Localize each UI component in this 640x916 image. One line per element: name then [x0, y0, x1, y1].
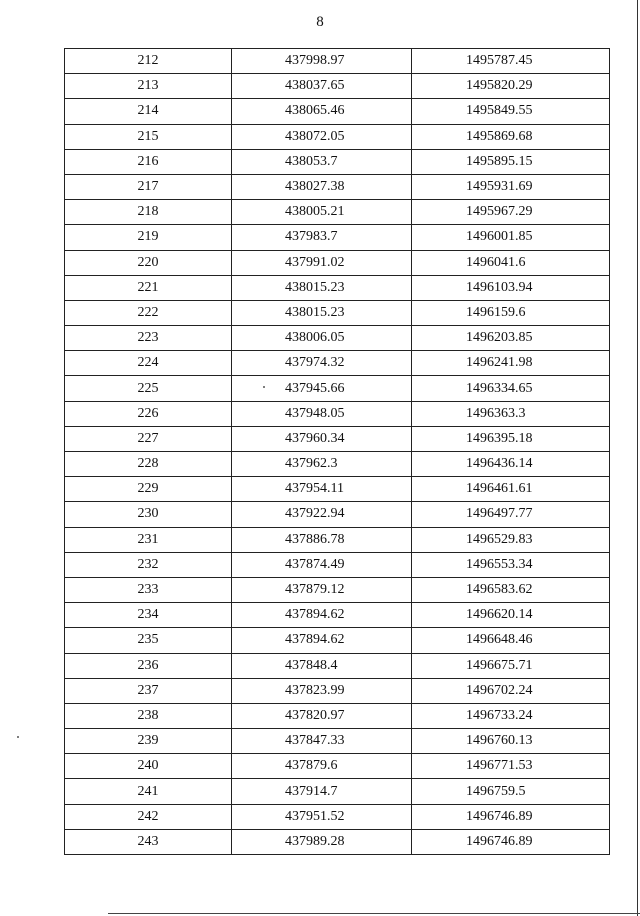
table-row [65, 829, 610, 854]
x-coordinate-cell: 437847.33 [232, 729, 412, 754]
table-row [65, 452, 610, 477]
y-coordinate-cell: 1496675.71 [412, 653, 610, 678]
y-coordinate-cell: 1495820.29 [412, 74, 610, 99]
point-number-cell: 230 [65, 502, 232, 527]
x-coordinate-cell: 437989.28 [232, 829, 412, 854]
y-coordinate-cell: 1496461.61 [412, 477, 610, 502]
table-row [65, 678, 610, 703]
table-row [65, 426, 610, 451]
y-coordinate-cell: 1496395.18 [412, 426, 610, 451]
y-coordinate-cell: 1496746.89 [412, 804, 610, 829]
point-number-cell: 214 [65, 99, 232, 124]
table-row [65, 527, 610, 552]
table-row [65, 754, 610, 779]
page-number: 8 [316, 14, 324, 30]
table-row [65, 703, 610, 728]
point-number-cell: 222 [65, 300, 232, 325]
table-row [65, 275, 610, 300]
table-row [65, 200, 610, 225]
x-coordinate-cell: 437914.7 [232, 779, 412, 804]
point-number-cell: 233 [65, 577, 232, 602]
x-coordinate-cell: 438015.23 [232, 300, 412, 325]
x-coordinate-cell: 437922.94 [232, 502, 412, 527]
table-row [65, 401, 610, 426]
x-coordinate-cell: 437974.32 [232, 351, 412, 376]
x-coordinate-cell: 437962.3 [232, 452, 412, 477]
table-row [65, 225, 610, 250]
y-coordinate-cell: 1496103.94 [412, 275, 610, 300]
x-coordinate-cell: 438006.05 [232, 326, 412, 351]
point-number-cell: 232 [65, 552, 232, 577]
point-number-cell: 220 [65, 250, 232, 275]
table-row [65, 149, 610, 174]
y-coordinate-cell: 1495869.68 [412, 124, 610, 149]
x-coordinate-cell: 437894.62 [232, 628, 412, 653]
table-row [65, 124, 610, 149]
table-row [65, 729, 610, 754]
point-number-cell: 234 [65, 603, 232, 628]
y-coordinate-cell: 1496001.85 [412, 225, 610, 250]
y-coordinate-cell: 1496363.3 [412, 401, 610, 426]
x-coordinate-cell: 437886.78 [232, 527, 412, 552]
y-coordinate-cell: 1496497.77 [412, 502, 610, 527]
table-row [65, 250, 610, 275]
point-number-cell: 226 [65, 401, 232, 426]
y-coordinate-cell: 1496553.34 [412, 552, 610, 577]
y-coordinate-cell: 1495931.69 [412, 174, 610, 199]
point-number-cell: 242 [65, 804, 232, 829]
point-number-cell: 231 [65, 527, 232, 552]
point-number-cell: 224 [65, 351, 232, 376]
x-coordinate-cell: 437960.34 [232, 426, 412, 451]
point-number-cell: 240 [65, 754, 232, 779]
scan-speck [17, 736, 19, 738]
y-coordinate-cell: 1496241.98 [412, 351, 610, 376]
point-number-cell: 216 [65, 149, 232, 174]
point-number-cell: 235 [65, 628, 232, 653]
y-coordinate-cell: 1496529.83 [412, 527, 610, 552]
x-coordinate-cell: 437820.97 [232, 703, 412, 728]
y-coordinate-cell: 1496159.6 [412, 300, 610, 325]
point-number-cell: 241 [65, 779, 232, 804]
x-coordinate-cell: 437991.02 [232, 250, 412, 275]
scan-edge-bottom [108, 913, 640, 914]
y-coordinate-cell: 1496771.53 [412, 754, 610, 779]
point-number-cell: 221 [65, 275, 232, 300]
table-row [65, 174, 610, 199]
table-row [65, 502, 610, 527]
y-coordinate-cell: 1496702.24 [412, 678, 610, 703]
point-number-cell: 212 [65, 49, 232, 74]
x-coordinate-cell: 437945.66 [232, 376, 412, 401]
y-coordinate-cell: 1496620.14 [412, 603, 610, 628]
x-coordinate-cell: 438053.7 [232, 149, 412, 174]
y-coordinate-cell: 1496334.65 [412, 376, 610, 401]
x-coordinate-cell: 438027.38 [232, 174, 412, 199]
x-coordinate-cell: 438037.65 [232, 74, 412, 99]
x-coordinate-cell: 438072.05 [232, 124, 412, 149]
table-row [65, 779, 610, 804]
point-number-cell: 213 [65, 74, 232, 99]
point-number-cell: 238 [65, 703, 232, 728]
table-row [65, 376, 610, 401]
x-coordinate-cell: 437998.97 [232, 49, 412, 74]
coordinates-table [64, 48, 610, 855]
x-coordinate-cell: 437874.49 [232, 552, 412, 577]
point-number-cell: 236 [65, 653, 232, 678]
point-number-cell: 223 [65, 326, 232, 351]
x-coordinate-cell: 437948.05 [232, 401, 412, 426]
scan-edge-right [637, 0, 638, 916]
x-coordinate-cell: 437954.11 [232, 477, 412, 502]
table-row [65, 552, 610, 577]
point-number-cell: 227 [65, 426, 232, 451]
table-row [65, 653, 610, 678]
table-row [65, 477, 610, 502]
x-coordinate-cell: 437894.62 [232, 603, 412, 628]
table-row [65, 628, 610, 653]
table-row [65, 300, 610, 325]
x-coordinate-cell: 438065.46 [232, 99, 412, 124]
y-coordinate-cell: 1495849.55 [412, 99, 610, 124]
point-number-cell: 217 [65, 174, 232, 199]
scan-speck [263, 386, 265, 388]
y-coordinate-cell: 1496760.13 [412, 729, 610, 754]
table-row [65, 351, 610, 376]
point-number-cell: 239 [65, 729, 232, 754]
table-row [65, 99, 610, 124]
y-coordinate-cell: 1496759.5 [412, 779, 610, 804]
point-number-cell: 219 [65, 225, 232, 250]
point-number-cell: 215 [65, 124, 232, 149]
table-row [65, 49, 610, 74]
point-number-cell: 218 [65, 200, 232, 225]
table-row [65, 577, 610, 602]
table-row [65, 603, 610, 628]
x-coordinate-cell: 438005.21 [232, 200, 412, 225]
table-row [65, 74, 610, 99]
point-number-cell: 237 [65, 678, 232, 703]
x-coordinate-cell: 437848.4 [232, 653, 412, 678]
y-coordinate-cell: 1495967.29 [412, 200, 610, 225]
y-coordinate-cell: 1496583.62 [412, 577, 610, 602]
x-coordinate-cell: 438015.23 [232, 275, 412, 300]
x-coordinate-cell: 437823.99 [232, 678, 412, 703]
y-coordinate-cell: 1495787.45 [412, 49, 610, 74]
point-number-cell: 243 [65, 829, 232, 854]
table-row [65, 804, 610, 829]
coordinates-table-body [65, 49, 610, 855]
x-coordinate-cell: 437983.7 [232, 225, 412, 250]
y-coordinate-cell: 1496436.14 [412, 452, 610, 477]
y-coordinate-cell: 1496203.85 [412, 326, 610, 351]
table-row [65, 326, 610, 351]
y-coordinate-cell: 1495895.15 [412, 149, 610, 174]
y-coordinate-cell: 1496733.24 [412, 703, 610, 728]
point-number-cell: 225 [65, 376, 232, 401]
y-coordinate-cell: 1496648.46 [412, 628, 610, 653]
x-coordinate-cell: 437879.6 [232, 754, 412, 779]
y-coordinate-cell: 1496746.89 [412, 829, 610, 854]
x-coordinate-cell: 437879.12 [232, 577, 412, 602]
x-coordinate-cell: 437951.52 [232, 804, 412, 829]
y-coordinate-cell: 1496041.6 [412, 250, 610, 275]
point-number-cell: 228 [65, 452, 232, 477]
point-number-cell: 229 [65, 477, 232, 502]
